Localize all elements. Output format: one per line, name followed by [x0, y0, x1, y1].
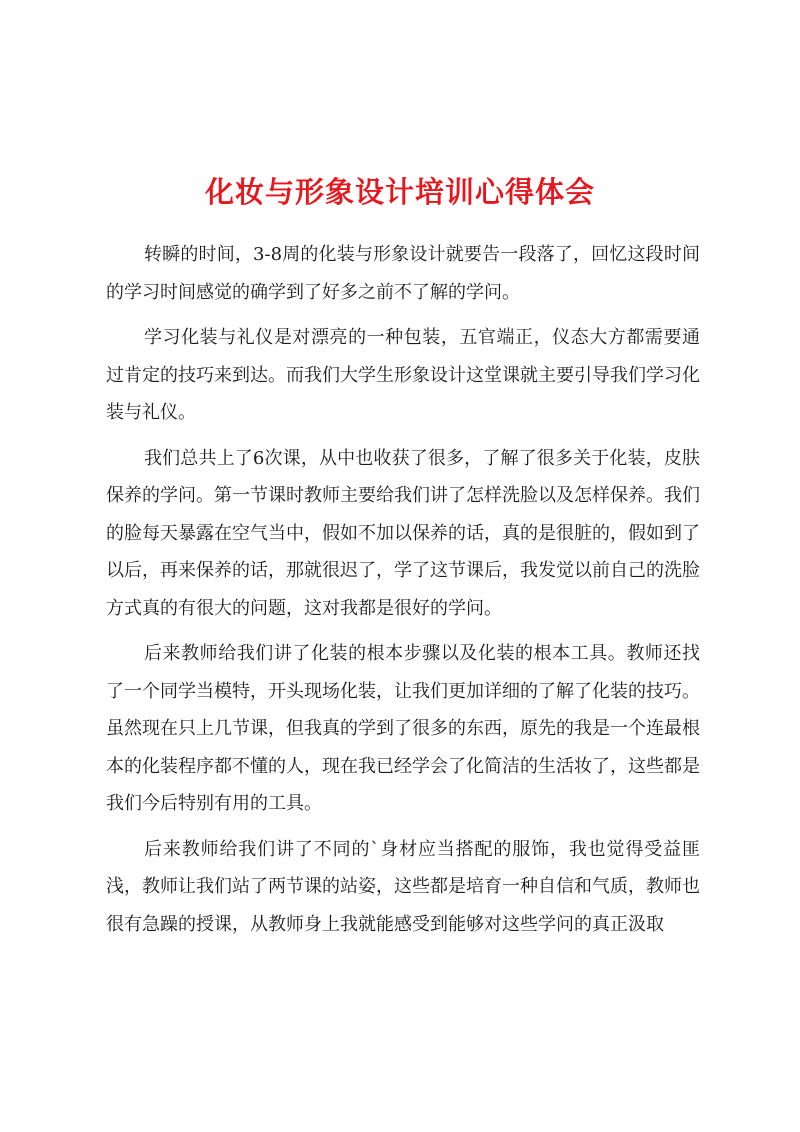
paragraph: 转瞬的时间，3-8周的化装与形象设计就要告一段落了，回忆这段时间的学习时间感觉的确学到了好多之前不了解的学问。 — [106, 244, 700, 303]
paragraph: 我们总共上了6次课，从中也收获了很多，了解了很多关于化装，皮肤保养的学问。第一节课时教师主要给我们讲了怎样洗脸以及怎样保养。我们的脸每天暴露在空气当中，假如不加以保养的话，真的是很脏的，假如到了以后，再来保养的话，那就很迟了，学了这节课后，我发觉以前自己的洗脸方式真的有很大的问题，这对我都是很好的学问。 — [106, 447, 700, 619]
document-title: 化妆与形象设计培训心得体会 — [204, 175, 595, 209]
paragraph: 后来教师给我们讲了不同的`身材应当搭配的服饰，我也觉得受益匪浅，教师让我们站了两节课的站姿，这些都是培育一种自信和气质，教师也很有急躁的授课，从教师身上我就能感受到能够对这些学问的真正汲取 — [106, 838, 700, 935]
paragraph: 学习化装与礼仪是对漂亮的一种包装，五官端正，仪态大方都需要通过肯定的技巧来到达。而我们大学生形象设计这堂课就主要引导我们学习化装与礼仪。 — [106, 327, 700, 423]
document-body — [106, 236, 700, 951]
paragraph: 后来教师给我们讲了化装的根本步骤以及化装的根本工具。教师还找了一个同学当模特，开头现场化装，让我们更加详细的了解了化装的技巧。虽然现在只上几节课，但我真的学到了很多的东西，原先的我是一个连最根本的化装程序都不懂的人，现在我已经学会了化简洁的生活妆了，这些都是我们今后特别有用的工具。 — [106, 643, 700, 814]
